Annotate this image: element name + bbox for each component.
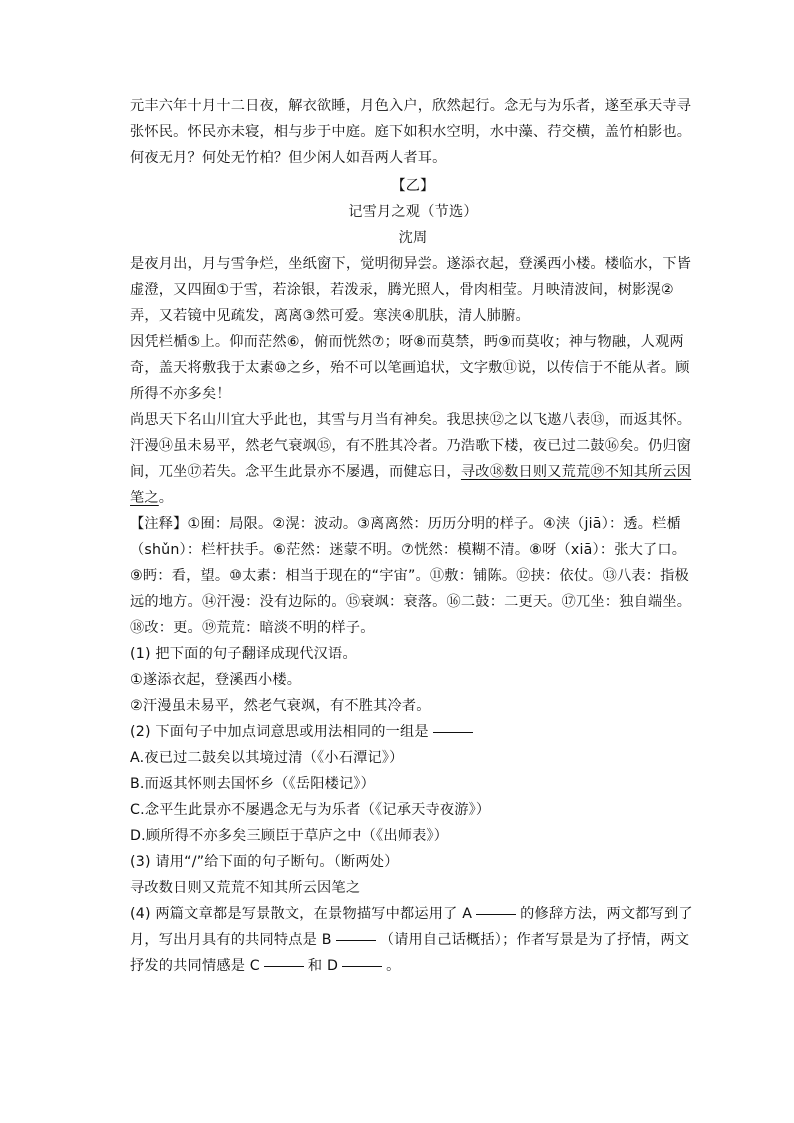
answer-blank-a	[476, 913, 516, 915]
passage-yi-paragraph-2: 因凭栏楯⑤上。仰而茫然⑥，俯而恍然⑦；呀⑧而莫禁，眄⑨而莫收；神与物融，人观两奇，盖天将敷我于太素⑩之乡，殆不可以笔画追状，文字敷⑪说，以传信于不能从者。顾所得不亦多矣！	[130, 334, 690, 402]
answer-blank	[433, 731, 473, 733]
question-3-text: 寻改数日则又荒荒不知其所云因笔之	[130, 880, 361, 896]
passage-yi-title: 记雪月之观（节选）	[348, 204, 478, 220]
question-4-part-4: 和 D	[307, 958, 339, 974]
question-4-part-2: 的修辞方法，两文都写到了月，写出月具有的共同特点是 B	[130, 906, 693, 948]
answer-blank-b	[336, 939, 376, 941]
paragraph-3-text: 尚思天下名山川宜大乎此也，其雪与月当有神矣。我思挟⑫之以飞遨八表⑬，而返其怀。汗漫⑭虽未易平，然老气衰飒⑮，有不胜其冷者。乃浩歌下楼，夜已过二鼓⑯矣。仍归窗间，兀坐⑰若失。念平生此景亦不屡遇，而健忘日，	[130, 412, 692, 480]
annotations: 【注释】①囿：局限。②滉：波动。③离离然：历历分明的样子。④浃（jiā）：透。栏楯（shǔn）：栏杆扶手。⑥茫然：迷蒙不明。⑦恍然：模糊不清。⑧呀（xiā）：张大了口。⑨眄：看，望。⑩太素：相当于现在的“宇宙”。⑪敷：铺陈。⑫挟：依仗。⑬八表：指极远的地方。⑭汗漫：没有边际的。⑮衰飒：衰落。⑯二鼓：二更天。⑰兀坐：独自端坐。⑱改：更。⑲荒荒：暗淡不明的样子。	[130, 516, 692, 636]
question-2-option-d: D.顾所得不亦多矣三顾臣于草庐之中（《出师表》）	[130, 828, 449, 844]
answer-blank-d	[342, 965, 382, 967]
question-2-option-c: C.念平生此景亦不屡遇念无与为乐者（《记承天寺夜游》）	[130, 802, 491, 818]
question-2-option-b: B.而返其怀则去国怀乡（《岳阳楼记》）	[130, 776, 376, 792]
question-3: (3) 请用“/”给下面的句子断句。（断两处）	[130, 854, 399, 870]
paragraph-3-end: 。	[158, 490, 174, 506]
answer-blank-c	[264, 965, 304, 967]
question-2	[130, 719, 696, 745]
passage-yi-author: 沈周	[398, 230, 428, 246]
question-4-part-1: (4) 两篇文章都是写景散文，在景物描写中都运用了 A	[130, 906, 473, 922]
underlined-sentence: 寻改⑱数日则又荒荒⑲不知其所云因笔之	[130, 464, 692, 506]
question-1: (1) 把下面的句子翻译成现代汉语。	[130, 646, 357, 662]
passage-yi-paragraph-1: 是夜月出，月与雪争烂，坐纸窗下，觉明彻异尝。遂添衣起，登溪西小楼。楼临水，下皆虚澄，又四囿①于雪，若涂银，若泼汞，腾光照人，骨肉相莹。月映清波间，树影滉②弄，又若镜中见疏发，离离③然可爱。寒浃④肌肤，清人肺腑。	[130, 256, 692, 324]
question-2-text: (2) 下面句子中加点词意思或用法相同的一组是	[130, 724, 429, 740]
question-4	[130, 901, 696, 979]
question-1-item-a: ①遂添衣起，登溪西小楼。	[130, 672, 302, 688]
section-heading-yi: 【乙】	[391, 178, 435, 194]
question-2-option-a: A.夜已过二鼓矣以其境过清（《小石潭记》）	[130, 750, 404, 766]
question-4-part-5: 。	[386, 958, 401, 974]
question-1-item-b: ②汗漫虽未易平，然老气衰飒，有不胜其冷者。	[130, 698, 431, 714]
question-4-part-3: （请用自己话概括）；作者写景是为了抒情，两文抒发的共同情感是 C	[130, 932, 690, 974]
document-body	[130, 93, 696, 979]
passage-yi-paragraph-3	[130, 407, 696, 511]
passage-jia: 元丰六年十月十二日夜，解衣欲睡，月色入户，欣然起行。念无与为乐者，遂至承天寺寻张怀民。怀民亦未寝，相与步于中庭。庭下如积水空明，水中藻、荇交横，盖竹柏影也。何夜无月？何处无竹柏？但少闲人如吾两人者耳。	[130, 98, 692, 166]
